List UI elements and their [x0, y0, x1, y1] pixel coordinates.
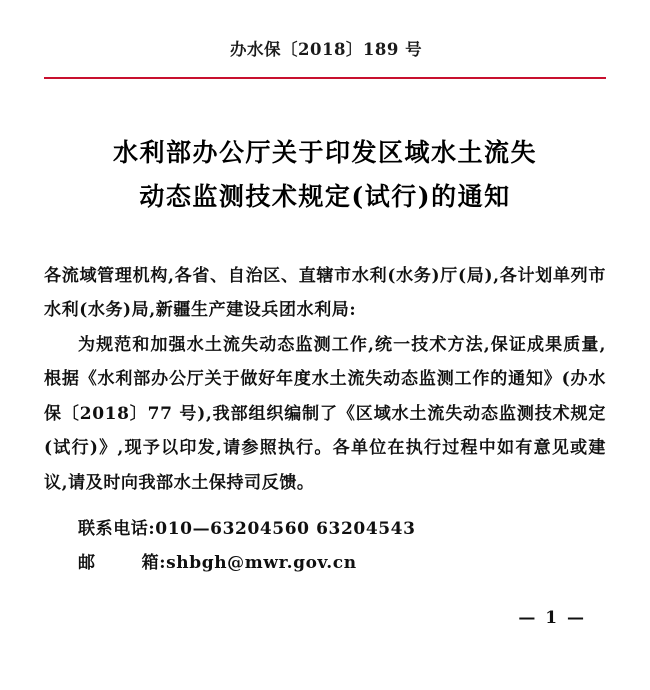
title-line-2: 动态监测技术规定(试行)的通知	[139, 181, 511, 211]
red-separator-rule	[44, 77, 606, 79]
contact-phone-label: 联系电话	[78, 519, 149, 539]
document-body	[44, 259, 606, 501]
contact-email-label-2: 箱	[141, 553, 160, 573]
contact-block	[44, 512, 606, 580]
document-page	[0, 36, 650, 690]
contact-email-label: 邮	[78, 553, 96, 573]
contact-email-value: :shbgh@mwr.gov.cn	[159, 553, 357, 573]
contact-email-line	[44, 546, 606, 580]
page-number: — 1 —	[518, 608, 586, 628]
title-line-1: 水利部办公厅关于印发区域水土流失	[112, 138, 537, 167]
contact-phone-value: :010—63204560 63204543	[148, 519, 416, 539]
document-title	[44, 131, 606, 219]
addressee-paragraph: 各流域管理机构,各省、自治区、直辖市水利(水务)厅(局),各计划单列市水利(水务)局,新疆生产建设兵团水利局:	[44, 265, 606, 320]
main-paragraph: 为规范和加强水土流失动态监测工作,统一技术方法,保证成果质量,根据《水利部办公厅关于做好年度水土流失动态监测工作的通知》(办水保〔2018〕77 号),我部组织编制了《区域水土流失动态监测技术规定(试行)》,现予以印发,请参照执行。各单位在执行过程中如有意见或建议,请及时向我部水土保持司反馈。	[44, 334, 606, 493]
document-number: 办水保〔2018〕189 号	[230, 40, 423, 59]
contact-phone-line	[44, 512, 606, 546]
